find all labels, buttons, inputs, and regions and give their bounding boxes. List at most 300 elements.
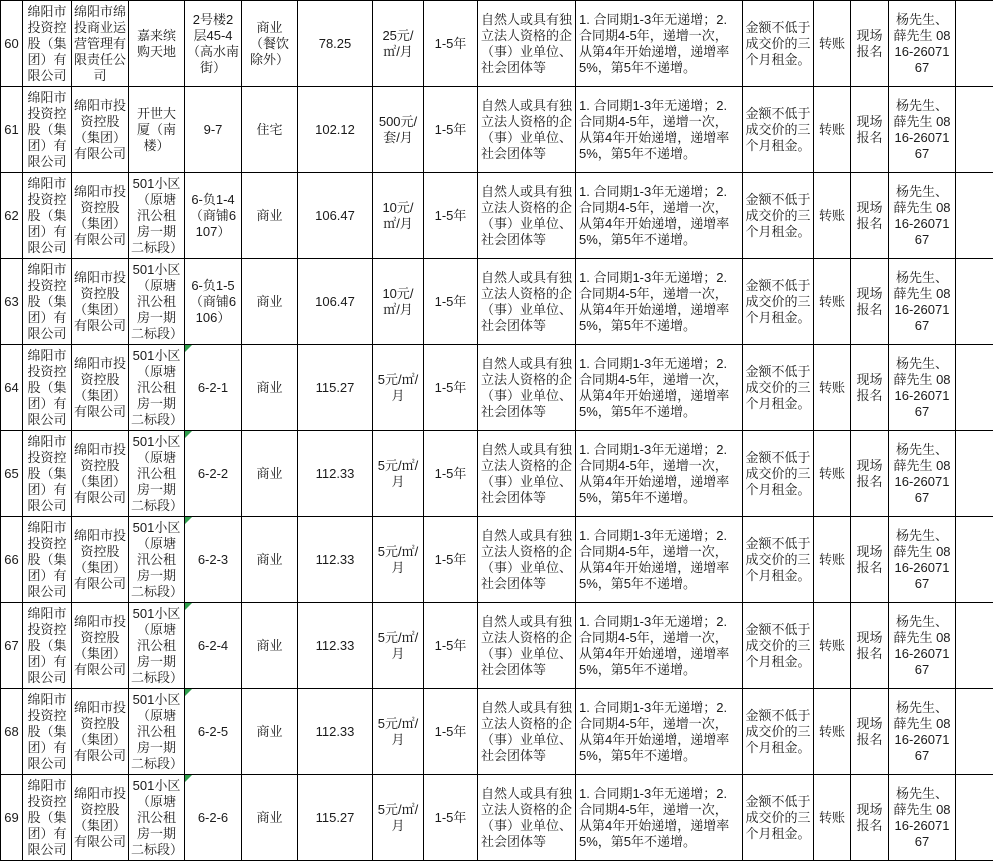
registration-method-text: 现场报名 — [856, 371, 883, 403]
cell-area[interactable] — [298, 345, 373, 431]
cell-eligibility[interactable] — [478, 345, 576, 431]
table-row — [1, 259, 993, 345]
cell-owner-company[interactable] — [23, 173, 72, 259]
cell-contact[interactable] — [889, 431, 956, 517]
owner-company-text: 绵阳市投资控股（集团）有限公司 — [27, 175, 67, 255]
cell-usage-type[interactable] — [242, 87, 298, 173]
manager-company-text: 绵阳市投资控股（集团）有限公司 — [74, 355, 127, 419]
cell-owner-company[interactable] — [23, 517, 72, 603]
cell-unit-number[interactable] — [185, 517, 242, 603]
cell-payment-method[interactable] — [814, 689, 851, 775]
cell-contact[interactable] — [889, 87, 956, 173]
area-text: 106.47 — [315, 293, 355, 309]
lease-term-text: 1-5年 — [434, 379, 467, 395]
table-row — [1, 775, 993, 861]
cell-eligibility[interactable] — [478, 87, 576, 173]
registration-method-text: 现场报名 — [856, 715, 883, 747]
eligibility-text: 自然人或具有独立法人资格的企（事）业单位、社会团体等 — [481, 785, 573, 849]
cell-row-number[interactable] — [1, 775, 23, 861]
building-text: 开世大厦（南楼） — [136, 105, 176, 153]
cell-rent-price[interactable] — [373, 689, 424, 775]
error-indicator-icon — [185, 689, 192, 696]
cell-owner-company[interactable] — [23, 603, 72, 689]
cell-empty[interactable] — [956, 259, 993, 345]
cell-escalation-terms[interactable] — [576, 775, 743, 861]
lease-term-text: 1-5年 — [434, 809, 467, 825]
cell-unit-number[interactable] — [185, 259, 242, 345]
cell-lease-term[interactable] — [424, 87, 478, 173]
cell-rent-price[interactable] — [373, 259, 424, 345]
manager-company-text: 绵阳市投资控股（集团）有限公司 — [74, 183, 127, 247]
contact-text: 杨先生、薛先生 0816-2607167 — [893, 785, 951, 849]
cell-registration-method[interactable] — [851, 603, 889, 689]
cell-empty[interactable] — [956, 173, 993, 259]
cell-payment-method[interactable] — [814, 517, 851, 603]
cell-escalation-terms[interactable] — [576, 173, 743, 259]
cell-escalation-terms[interactable] — [576, 431, 743, 517]
owner-company-text: 绵阳市投资控股（集团）有限公司 — [27, 691, 67, 771]
usage-type-text: 商业 — [256, 379, 283, 395]
row-number-text: 69 — [4, 809, 19, 825]
cell-escalation-terms[interactable] — [576, 689, 743, 775]
cell-eligibility[interactable] — [478, 689, 576, 775]
cell-payment-method[interactable] — [814, 87, 851, 173]
cell-usage-type[interactable] — [242, 431, 298, 517]
cell-payment-method[interactable] — [814, 345, 851, 431]
contact-text: 杨先生、薛先生 0816-2607167 — [893, 97, 951, 161]
cell-registration-method[interactable] — [851, 775, 889, 861]
building-text: 501小区（原塘汛公租房一期二标段） — [131, 777, 184, 857]
cell-escalation-terms[interactable] — [576, 1, 743, 87]
cell-area[interactable] — [298, 1, 373, 87]
building-text: 501小区（原塘汛公租房一期二标段） — [131, 261, 184, 341]
unit-number-text: 2号楼2层45-4（高水南街） — [187, 11, 240, 75]
cell-lease-term[interactable] — [424, 689, 478, 775]
cell-eligibility[interactable] — [478, 259, 576, 345]
contact-text: 杨先生、薛先生 0816-2607167 — [893, 11, 951, 75]
registration-method-text: 现场报名 — [856, 27, 883, 59]
cell-manager-company[interactable] — [72, 431, 129, 517]
cell-usage-type[interactable] — [242, 259, 298, 345]
cell-manager-company[interactable] — [72, 603, 129, 689]
row-number-text: 60 — [4, 35, 19, 51]
rent-price-text: 5元/㎡/月 — [377, 715, 419, 747]
rent-price-text: 25元/㎡/月 — [382, 27, 414, 59]
cell-area[interactable] — [298, 173, 373, 259]
cell-payment-method[interactable] — [814, 1, 851, 87]
cell-deposit[interactable] — [743, 1, 814, 87]
cell-escalation-terms[interactable] — [576, 603, 743, 689]
cell-contact[interactable] — [889, 173, 956, 259]
cell-owner-company[interactable] — [23, 1, 72, 87]
cell-payment-method[interactable] — [814, 431, 851, 517]
deposit-text: 金额不低于成交价的三个月租金。 — [745, 19, 811, 67]
cell-row-number[interactable] — [1, 431, 23, 517]
cell-escalation-terms[interactable] — [576, 259, 743, 345]
cell-owner-company[interactable] — [23, 775, 72, 861]
cell-lease-term[interactable] — [424, 259, 478, 345]
deposit-text: 金额不低于成交价的三个月租金。 — [745, 191, 811, 239]
usage-type-text: 住宅 — [256, 121, 283, 137]
cell-rent-price[interactable] — [373, 1, 424, 87]
cell-eligibility[interactable] — [478, 173, 576, 259]
table-row — [1, 87, 993, 173]
error-indicator-icon — [185, 431, 192, 438]
lease-term-text: 1-5年 — [434, 465, 467, 481]
cell-owner-company[interactable] — [23, 345, 72, 431]
cell-unit-number[interactable] — [185, 173, 242, 259]
contact-text: 杨先生、薛先生 0816-2607167 — [893, 613, 951, 677]
cell-registration-method[interactable] — [851, 87, 889, 173]
cell-usage-type[interactable] — [242, 775, 298, 861]
cell-eligibility[interactable] — [478, 1, 576, 87]
contact-text: 杨先生、薛先生 0816-2607167 — [893, 355, 951, 419]
cell-rent-price[interactable] — [373, 775, 424, 861]
deposit-text: 金额不低于成交价的三个月租金。 — [745, 793, 811, 841]
escalation-terms-text: 1. 合同期1-3年无递增；2. 合同期4-5年，递增一次，从第4年开始递增，递增率5%，第5年不递增。 — [579, 699, 730, 763]
eligibility-text: 自然人或具有独立法人资格的企（事）业单位、社会团体等 — [481, 527, 573, 591]
rent-price-text: 10元/㎡/月 — [382, 285, 414, 317]
area-text: 106.47 — [315, 207, 355, 223]
cell-payment-method[interactable] — [814, 259, 851, 345]
cell-row-number[interactable] — [1, 517, 23, 603]
manager-company-text: 绵阳市投资控股（集团）有限公司 — [74, 613, 127, 677]
cell-empty[interactable] — [956, 775, 993, 861]
error-indicator-icon — [185, 517, 192, 524]
area-text: 78.25 — [318, 35, 352, 51]
cell-registration-method[interactable] — [851, 345, 889, 431]
deposit-text: 金额不低于成交价的三个月租金。 — [745, 707, 811, 755]
payment-method-text: 转账 — [818, 723, 845, 739]
contact-text: 杨先生、薛先生 0816-2607167 — [893, 269, 951, 333]
cell-usage-type[interactable] — [242, 517, 298, 603]
contact-text: 杨先生、薛先生 0816-2607167 — [893, 441, 951, 505]
contact-text: 杨先生、薛先生 0816-2607167 — [893, 699, 951, 763]
cell-owner-company[interactable] — [23, 431, 72, 517]
owner-company-text: 绵阳市投资控股（集团）有限公司 — [27, 3, 67, 83]
cell-area[interactable] — [298, 517, 373, 603]
cell-usage-type[interactable] — [242, 603, 298, 689]
cell-payment-method[interactable] — [814, 775, 851, 861]
cell-empty[interactable] — [956, 603, 993, 689]
unit-number-text: 6-2-4 — [197, 637, 229, 653]
eligibility-text: 自然人或具有独立法人资格的企（事）业单位、社会团体等 — [481, 355, 573, 419]
cell-usage-type[interactable] — [242, 345, 298, 431]
cell-registration-method[interactable] — [851, 259, 889, 345]
cell-unit-number[interactable] — [185, 775, 242, 861]
registration-method-text: 现场报名 — [856, 629, 883, 661]
cell-manager-company[interactable] — [72, 689, 129, 775]
row-number-text: 61 — [4, 121, 19, 137]
eligibility-text: 自然人或具有独立法人资格的企（事）业单位、社会团体等 — [481, 269, 573, 333]
cell-lease-term[interactable] — [424, 517, 478, 603]
cell-contact[interactable] — [889, 689, 956, 775]
owner-company-text: 绵阳市投资控股（集团）有限公司 — [27, 519, 67, 599]
usage-type-text: 商业（餐饮除外） — [249, 19, 289, 67]
escalation-terms-text: 1. 合同期1-3年无递增；2. 合同期4-5年，递增一次，从第4年开始递增，递增率5%，第5年不递增。 — [579, 355, 730, 419]
lease-term-text: 1-5年 — [434, 207, 467, 223]
manager-company-text: 绵阳市投资控股（集团）有限公司 — [74, 785, 127, 849]
cell-rent-price[interactable] — [373, 517, 424, 603]
cell-eligibility[interactable] — [478, 517, 576, 603]
owner-company-text: 绵阳市投资控股（集团）有限公司 — [27, 261, 67, 341]
eligibility-text: 自然人或具有独立法人资格的企（事）业单位、社会团体等 — [481, 97, 573, 161]
cell-building[interactable] — [129, 259, 185, 345]
building-text: 501小区（原塘汛公租房一期二标段） — [131, 519, 184, 599]
rent-price-text: 5元/㎡/月 — [377, 801, 419, 833]
lease-term-text: 1-5年 — [434, 723, 467, 739]
error-indicator-icon — [185, 775, 192, 782]
registration-method-text: 现场报名 — [856, 543, 883, 575]
cell-registration-method[interactable] — [851, 517, 889, 603]
cell-row-number[interactable] — [1, 87, 23, 173]
building-text: 嘉来缤购天地 — [136, 27, 176, 59]
owner-company-text: 绵阳市投资控股（集团）有限公司 — [27, 433, 67, 513]
cell-payment-method[interactable] — [814, 603, 851, 689]
cell-rent-price[interactable] — [373, 87, 424, 173]
cell-registration-method[interactable] — [851, 1, 889, 87]
owner-company-text: 绵阳市投资控股（集团）有限公司 — [27, 347, 67, 427]
cell-payment-method[interactable] — [814, 173, 851, 259]
deposit-text: 金额不低于成交价的三个月租金。 — [745, 363, 811, 411]
cell-unit-number[interactable] — [185, 87, 242, 173]
building-text: 501小区（原塘汛公租房一期二标段） — [131, 347, 184, 427]
cell-row-number[interactable] — [1, 603, 23, 689]
cell-empty[interactable] — [956, 345, 993, 431]
escalation-terms-text: 1. 合同期1-3年无递增；2. 合同期4-5年，递增一次，从第4年开始递增，递增率5%，第5年不递增。 — [579, 97, 730, 161]
deposit-text: 金额不低于成交价的三个月租金。 — [745, 105, 811, 153]
cell-escalation-terms[interactable] — [576, 517, 743, 603]
table-row — [1, 431, 993, 517]
cell-area[interactable] — [298, 87, 373, 173]
cell-rent-price[interactable] — [373, 431, 424, 517]
cell-deposit[interactable] — [743, 431, 814, 517]
cell-manager-company[interactable] — [72, 517, 129, 603]
cell-building[interactable] — [129, 173, 185, 259]
cell-area[interactable] — [298, 689, 373, 775]
table-row — [1, 517, 993, 603]
cell-deposit[interactable] — [743, 603, 814, 689]
unit-number-text: 6-2-2 — [197, 465, 229, 481]
cell-manager-company[interactable] — [72, 775, 129, 861]
cell-building[interactable] — [129, 431, 185, 517]
cell-manager-company[interactable] — [72, 1, 129, 87]
cell-row-number[interactable] — [1, 345, 23, 431]
cell-building[interactable] — [129, 87, 185, 173]
cell-deposit[interactable] — [743, 517, 814, 603]
cell-building[interactable] — [129, 345, 185, 431]
cell-building[interactable] — [129, 517, 185, 603]
table-row — [1, 689, 993, 775]
cell-usage-type[interactable] — [242, 173, 298, 259]
deposit-text: 金额不低于成交价的三个月租金。 — [745, 621, 811, 669]
payment-method-text: 转账 — [818, 809, 845, 825]
deposit-text: 金额不低于成交价的三个月租金。 — [745, 449, 811, 497]
usage-type-text: 商业 — [256, 293, 283, 309]
cell-row-number[interactable] — [1, 259, 23, 345]
cell-owner-company[interactable] — [23, 259, 72, 345]
cell-contact[interactable] — [889, 259, 956, 345]
cell-manager-company[interactable] — [72, 173, 129, 259]
cell-manager-company[interactable] — [72, 87, 129, 173]
area-text: 112.33 — [315, 465, 355, 481]
cell-building[interactable] — [129, 1, 185, 87]
registration-method-text: 现场报名 — [856, 285, 883, 317]
cell-registration-method[interactable] — [851, 431, 889, 517]
cell-deposit[interactable] — [743, 87, 814, 173]
cell-usage-type[interactable] — [242, 1, 298, 87]
eligibility-text: 自然人或具有独立法人资格的企（事）业单位、社会团体等 — [481, 613, 573, 677]
contact-text: 杨先生、薛先生 0816-2607167 — [893, 527, 951, 591]
row-number-text: 66 — [4, 551, 19, 567]
payment-method-text: 转账 — [818, 35, 845, 51]
cell-row-number[interactable] — [1, 173, 23, 259]
cell-deposit[interactable] — [743, 259, 814, 345]
cell-row-number[interactable] — [1, 1, 23, 87]
unit-number-text: 9-7 — [203, 121, 223, 137]
cell-deposit[interactable] — [743, 345, 814, 431]
cell-building[interactable] — [129, 775, 185, 861]
cell-lease-term[interactable] — [424, 1, 478, 87]
unit-number-text: 6-2-3 — [197, 551, 229, 567]
error-indicator-icon — [185, 603, 192, 610]
rent-price-text: 5元/㎡/月 — [377, 629, 419, 661]
error-indicator-icon — [185, 345, 192, 352]
escalation-terms-text: 1. 合同期1-3年无递增；2. 合同期4-5年，递增一次，从第4年开始递增，递增率5%，第5年不递增。 — [579, 785, 730, 849]
deposit-text: 金额不低于成交价的三个月租金。 — [745, 277, 811, 325]
cell-owner-company[interactable] — [23, 87, 72, 173]
unit-number-text: 6-2-6 — [197, 809, 229, 825]
cell-unit-number[interactable] — [185, 603, 242, 689]
eligibility-text: 自然人或具有独立法人资格的企（事）业单位、社会团体等 — [481, 441, 573, 505]
cell-deposit[interactable] — [743, 689, 814, 775]
rent-price-text: 10元/㎡/月 — [382, 199, 414, 231]
row-number-text: 65 — [4, 465, 19, 481]
cell-unit-number[interactable] — [185, 689, 242, 775]
manager-company-text: 绵阳市投资控股（集团）有限公司 — [74, 269, 127, 333]
manager-company-text: 绵阳市绵投商业运营管理有限责任公司 — [74, 3, 127, 83]
area-text: 112.33 — [315, 637, 355, 653]
escalation-terms-text: 1. 合同期1-3年无递增；2. 合同期4-5年，递增一次，从第4年开始递增，递增率5%，第5年不递增。 — [579, 527, 730, 591]
cell-area[interactable] — [298, 431, 373, 517]
cell-owner-company[interactable] — [23, 689, 72, 775]
cell-row-number[interactable] — [1, 689, 23, 775]
cell-area[interactable] — [298, 259, 373, 345]
cell-empty[interactable] — [956, 689, 993, 775]
cell-deposit[interactable] — [743, 173, 814, 259]
lease-term-text: 1-5年 — [434, 551, 467, 567]
area-text: 115.27 — [315, 809, 355, 825]
row-number-text: 68 — [4, 723, 19, 739]
cell-unit-number[interactable] — [185, 431, 242, 517]
cell-eligibility[interactable] — [478, 603, 576, 689]
lease-term-text: 1-5年 — [434, 121, 467, 137]
cell-building[interactable] — [129, 689, 185, 775]
eligibility-text: 自然人或具有独立法人资格的企（事）业单位、社会团体等 — [481, 183, 573, 247]
table-row — [1, 603, 993, 689]
owner-company-text: 绵阳市投资控股（集团）有限公司 — [27, 89, 67, 169]
cell-contact[interactable] — [889, 345, 956, 431]
registration-method-text: 现场报名 — [856, 199, 883, 231]
escalation-terms-text: 1. 合同期1-3年无递增；2. 合同期4-5年，递增一次，从第4年开始递增，递增率5%，第5年不递增。 — [579, 441, 730, 505]
rent-price-text: 5元/㎡/月 — [377, 371, 419, 403]
cell-empty[interactable] — [956, 87, 993, 173]
unit-number-text: 6-负1-5（商铺6106） — [189, 277, 237, 325]
cell-lease-term[interactable] — [424, 775, 478, 861]
registration-method-text: 现场报名 — [856, 801, 883, 833]
unit-number-text: 6-2-1 — [197, 379, 229, 395]
payment-method-text: 转账 — [818, 207, 845, 223]
manager-company-text: 绵阳市投资控股（集团）有限公司 — [74, 699, 127, 763]
cell-empty[interactable] — [956, 517, 993, 603]
rent-price-text: 5元/㎡/月 — [377, 543, 419, 575]
cell-eligibility[interactable] — [478, 775, 576, 861]
cell-rent-price[interactable] — [373, 173, 424, 259]
cell-manager-company[interactable] — [72, 259, 129, 345]
payment-method-text: 转账 — [818, 121, 845, 137]
cell-lease-term[interactable] — [424, 431, 478, 517]
cell-contact[interactable] — [889, 517, 956, 603]
payment-method-text: 转账 — [818, 293, 845, 309]
escalation-terms-text: 1. 合同期1-3年无递增；2. 合同期4-5年，递增一次，从第4年开始递增，递增率5%，第5年不递增。 — [579, 11, 730, 75]
escalation-terms-text: 1. 合同期1-3年无递增；2. 合同期4-5年，递增一次，从第4年开始递增，递增率5%，第5年不递增。 — [579, 183, 730, 247]
owner-company-text: 绵阳市投资控股（集团）有限公司 — [27, 777, 67, 857]
rent-price-text: 500元/套/月 — [378, 113, 418, 145]
cell-manager-company[interactable] — [72, 345, 129, 431]
lease-term-text: 1-5年 — [434, 637, 467, 653]
cell-rent-price[interactable] — [373, 345, 424, 431]
cell-escalation-terms[interactable] — [576, 345, 743, 431]
manager-company-text: 绵阳市投资控股（集团）有限公司 — [74, 441, 127, 505]
row-number-text: 64 — [4, 379, 19, 395]
building-text: 501小区（原塘汛公租房一期二标段） — [131, 691, 184, 771]
payment-method-text: 转账 — [818, 637, 845, 653]
building-text: 501小区（原塘汛公租房一期二标段） — [131, 175, 184, 255]
cell-lease-term[interactable] — [424, 345, 478, 431]
cell-unit-number[interactable] — [185, 1, 242, 87]
manager-company-text: 绵阳市投资控股（集团）有限公司 — [74, 527, 127, 591]
cell-escalation-terms[interactable] — [576, 87, 743, 173]
table-row — [1, 1, 993, 87]
cell-building[interactable] — [129, 603, 185, 689]
cell-area[interactable] — [298, 603, 373, 689]
manager-company-text: 绵阳市投资控股（集团）有限公司 — [74, 97, 127, 161]
cell-contact[interactable] — [889, 775, 956, 861]
payment-method-text: 转账 — [818, 465, 845, 481]
cell-contact[interactable] — [889, 1, 956, 87]
cell-area[interactable] — [298, 775, 373, 861]
cell-contact[interactable] — [889, 603, 956, 689]
cell-unit-number[interactable] — [185, 345, 242, 431]
area-text: 102.12 — [315, 121, 355, 137]
cell-registration-method[interactable] — [851, 173, 889, 259]
area-text: 112.33 — [315, 723, 355, 739]
escalation-terms-text: 1. 合同期1-3年无递增；2. 合同期4-5年，递增一次，从第4年开始递增，递增率5%，第5年不递增。 — [579, 269, 730, 333]
cell-lease-term[interactable] — [424, 173, 478, 259]
cell-eligibility[interactable] — [478, 431, 576, 517]
cell-empty[interactable] — [956, 1, 993, 87]
cell-rent-price[interactable] — [373, 603, 424, 689]
usage-type-text: 商业 — [256, 207, 283, 223]
building-text: 501小区（原塘汛公租房一期二标段） — [131, 433, 184, 513]
unit-number-text: 6-2-5 — [197, 723, 229, 739]
cell-usage-type[interactable] — [242, 689, 298, 775]
table-row — [1, 173, 993, 259]
cell-empty[interactable] — [956, 431, 993, 517]
cell-registration-method[interactable] — [851, 689, 889, 775]
cell-lease-term[interactable] — [424, 603, 478, 689]
cell-deposit[interactable] — [743, 775, 814, 861]
